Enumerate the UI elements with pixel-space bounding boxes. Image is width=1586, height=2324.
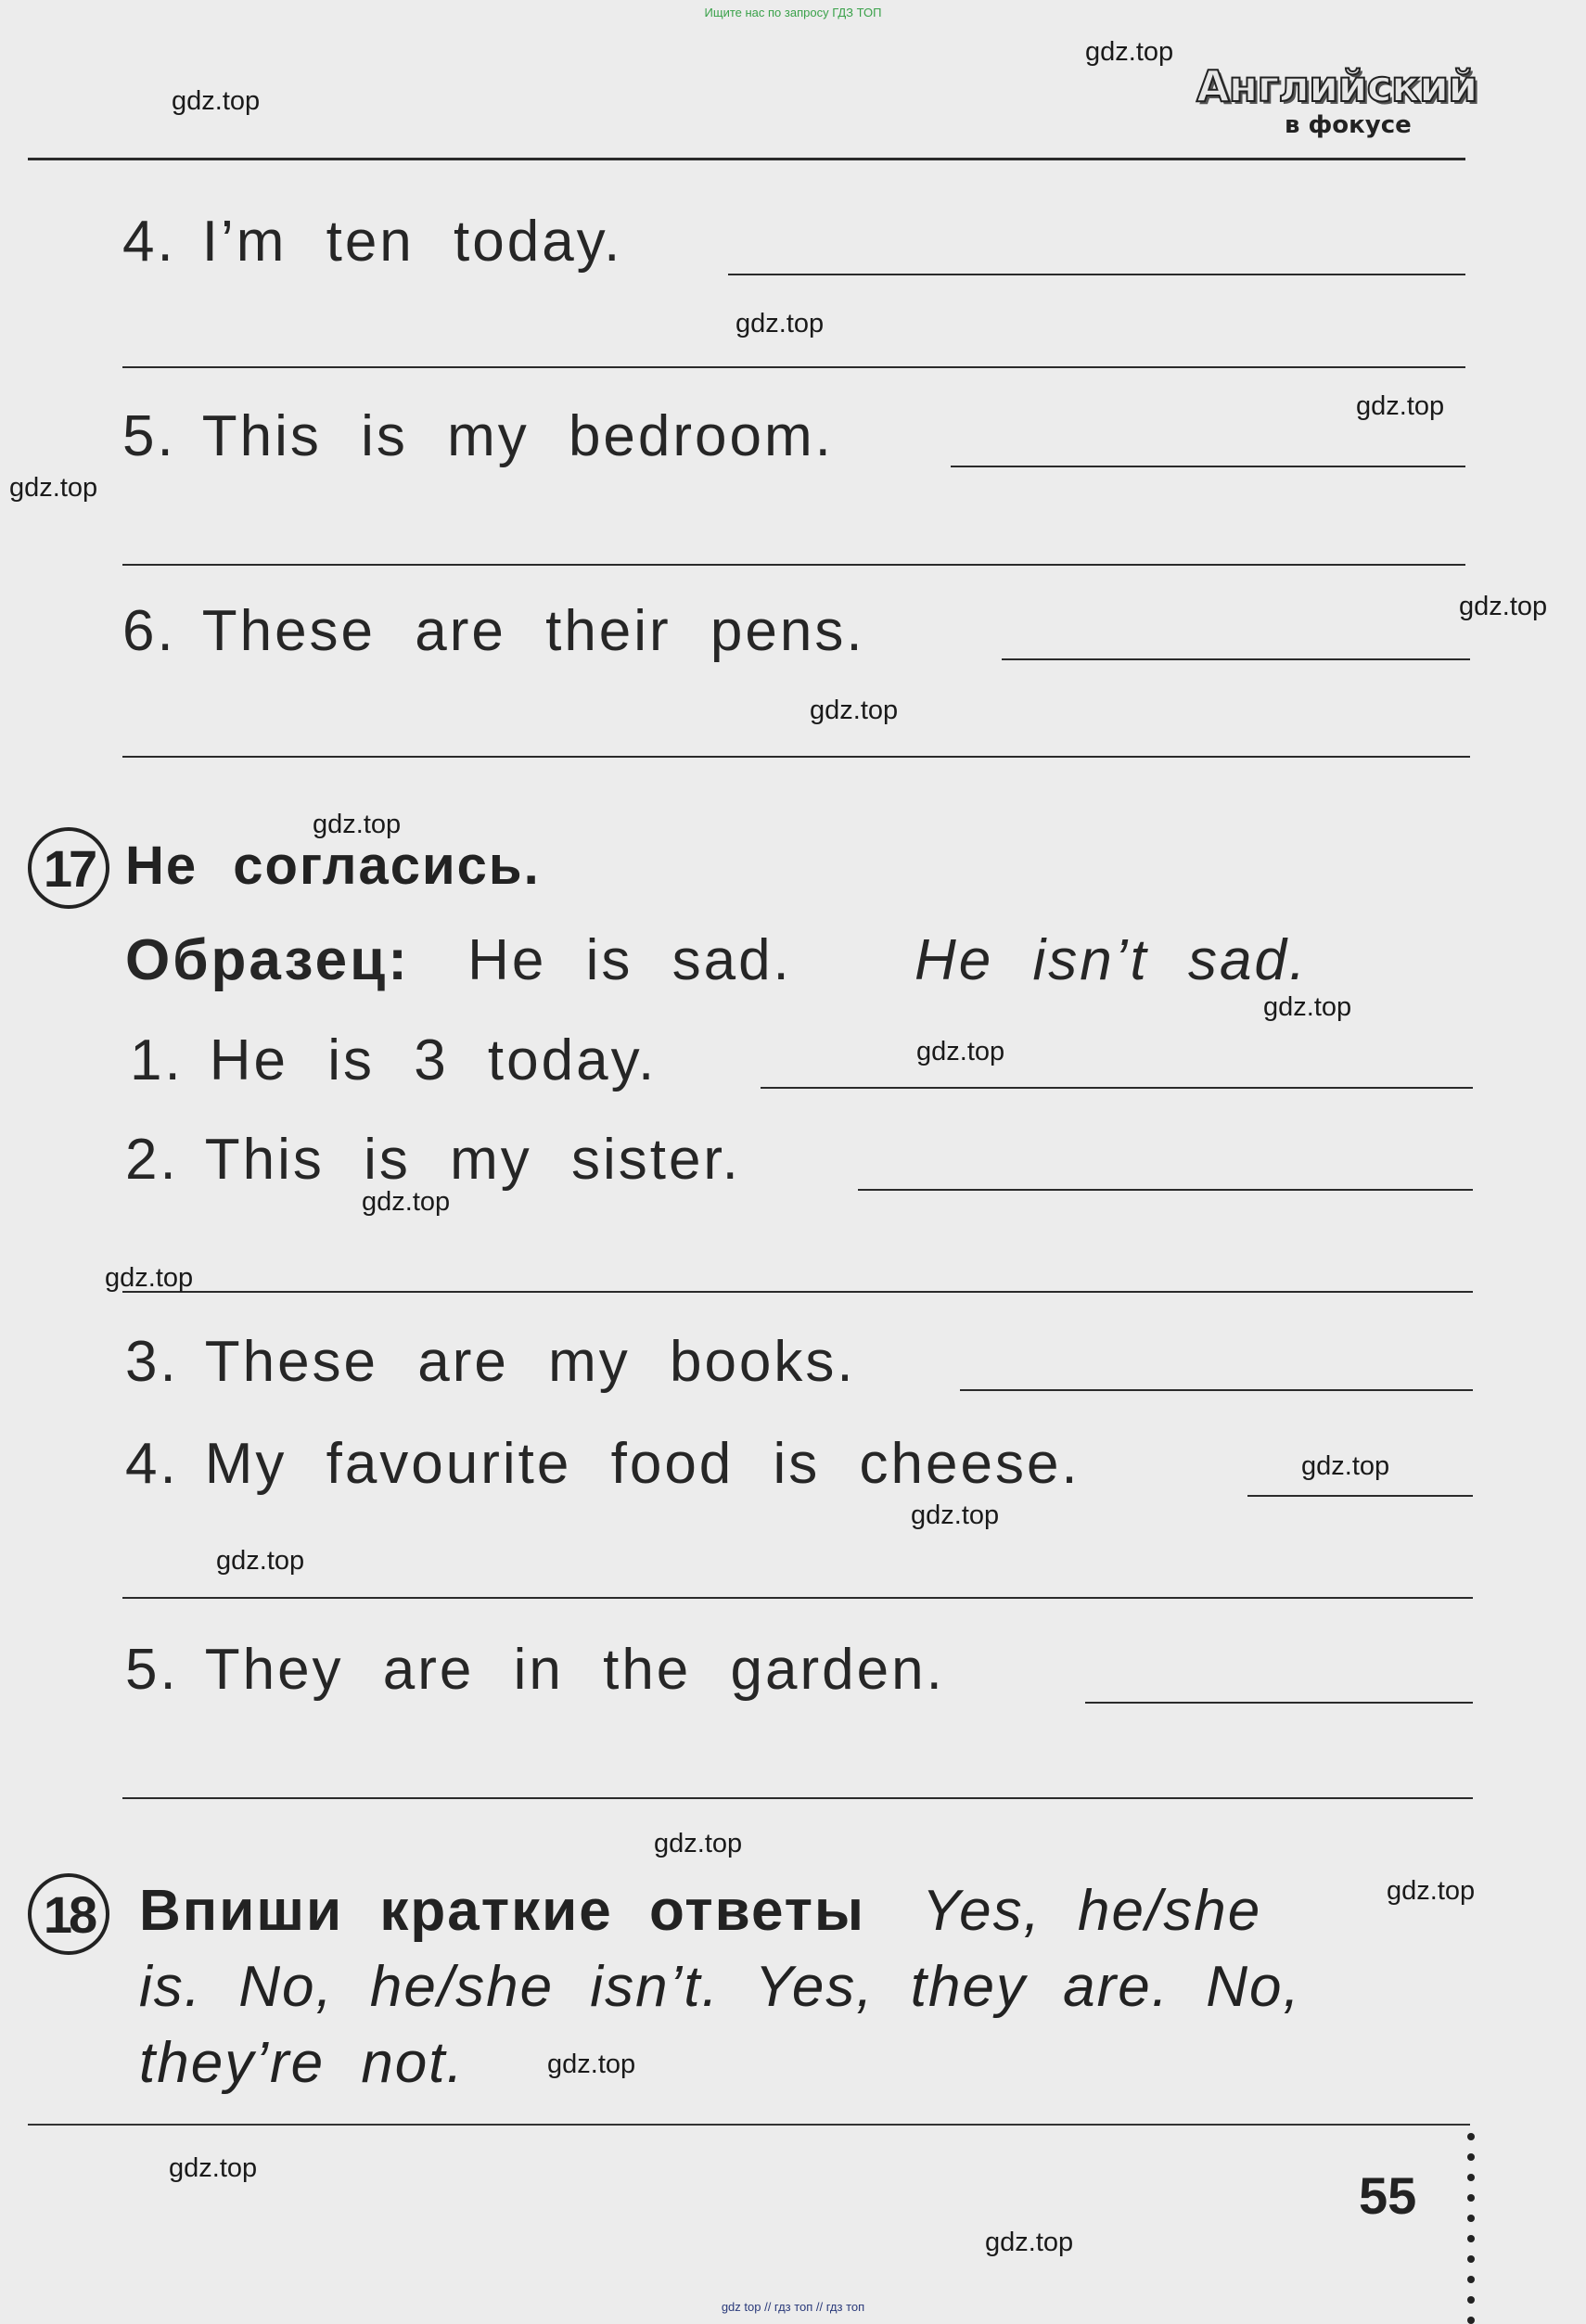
exercise-17-item-5: 5. They are in the garden. (125, 1638, 945, 1702)
watermark: gdz.top (911, 1500, 1000, 1530)
watermark: gdz.top (735, 309, 825, 338)
dot (1467, 2153, 1475, 2161)
dot (1467, 2317, 1475, 2324)
answer-line[interactable] (122, 1797, 1473, 1799)
watermark: gdz.top (1085, 37, 1174, 67)
exercise-18-instruction-line3: they’re not. (139, 2031, 465, 2095)
answer-line[interactable] (122, 756, 1470, 758)
dot (1467, 2235, 1475, 2242)
answer-line[interactable] (728, 274, 1465, 275)
exercise-17-example (125, 927, 1308, 993)
dot (1467, 2215, 1475, 2222)
dot (1467, 2276, 1475, 2283)
logo-subtitle: в фокусе (1285, 111, 1412, 139)
exercise-17-title: Не согласись. (125, 836, 541, 896)
answer-line[interactable] (122, 1291, 1473, 1293)
answer-line[interactable] (122, 564, 1465, 566)
watermark: gdz.top (1387, 1876, 1476, 1906)
exercise-17-item-2: 2. This is my sister. (125, 1128, 741, 1192)
answer-line[interactable] (951, 466, 1465, 467)
watermark: gdz.top (916, 1037, 1005, 1066)
answer-line[interactable] (1002, 658, 1470, 660)
book-logo (1196, 61, 1477, 148)
exercise-17-item-1: 1. He is 3 today. (130, 1028, 658, 1092)
watermark: gdz.top (810, 696, 899, 725)
example-answer: He isn’t sad. (915, 928, 1309, 992)
dot (1467, 2255, 1475, 2263)
answer-line[interactable] (1085, 1702, 1473, 1704)
page-edge-dots (1467, 2133, 1475, 2324)
dot (1467, 2133, 1475, 2140)
answer-line[interactable] (122, 1597, 1473, 1599)
footer-rule (28, 2124, 1470, 2126)
page-number: 55 (1359, 2166, 1417, 2225)
site-search-note: Ищите нас по запросу ГДЗ ТОП (704, 6, 882, 19)
continued-item-5: 5. This is my bedroom. (122, 404, 834, 468)
dot (1467, 2296, 1475, 2304)
watermark: gdz.top (547, 2049, 636, 2079)
watermark: gdz.top (654, 1829, 743, 1858)
exercise-18-instruction-line2: is. No, he/she isn’t. Yes, they are. No, (139, 1955, 1301, 2019)
watermark: gdz.top (9, 473, 98, 503)
answer-line[interactable] (761, 1087, 1473, 1089)
header-rule (28, 158, 1465, 160)
exercise-18-number: 18 (28, 1873, 109, 1955)
answer-line[interactable] (960, 1389, 1473, 1391)
dot (1467, 2174, 1475, 2181)
exercise-17-item-4: 4. My favourite food is cheese. (125, 1432, 1081, 1496)
exercise-17-item-3: 3. These are my books. (125, 1330, 856, 1394)
exercise-17-number: 17 (28, 827, 109, 909)
continued-item-4: 4. I’m ten today. (122, 210, 623, 274)
answer-line[interactable] (1247, 1495, 1473, 1497)
watermark: gdz.top (985, 2228, 1074, 2257)
watermark: gdz.top (172, 86, 261, 116)
watermark: gdz.top (362, 1187, 451, 1217)
dot (1467, 2194, 1475, 2202)
exercise-18-title: Впиши краткие ответы (139, 1879, 865, 1943)
answer-line[interactable] (858, 1189, 1473, 1191)
continued-item-6: 6. These are their pens. (122, 599, 865, 663)
watermark: gdz.top (313, 810, 402, 839)
watermark: gdz.top (216, 1546, 305, 1576)
watermark: gdz.top (1459, 592, 1548, 621)
watermark: gdz.top (105, 1263, 194, 1293)
watermark: gdz.top (169, 2153, 258, 2183)
site-footer-note: gdz top // гдз топ // гдз топ (721, 2300, 865, 2314)
watermark: gdz.top (1356, 391, 1445, 421)
example-sentence: He is sad. (467, 928, 792, 992)
answer-line[interactable] (122, 366, 1465, 368)
watermark: gdz.top (1301, 1451, 1390, 1481)
example-label: Образец: (125, 928, 410, 992)
logo-title: Английский (1196, 61, 1477, 111)
exercise-18-instruction-line1: Впиши краткие ответы Yes, he/she (139, 1879, 1262, 1943)
watermark: gdz.top (1263, 992, 1352, 1022)
